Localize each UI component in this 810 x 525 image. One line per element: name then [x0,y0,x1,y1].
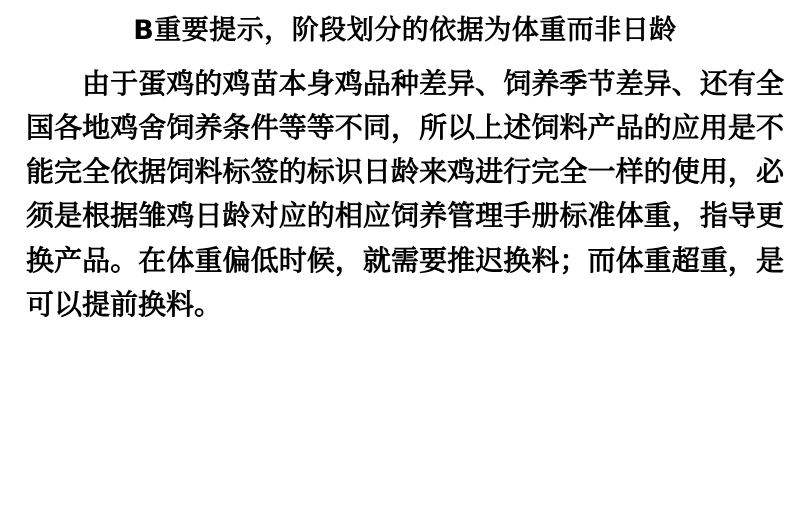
body-paragraph: 由于蛋鸡的鸡苗本身鸡品种差异、饲养季节差异、还有全国各地鸡舍饲养条件等等不同，所以上述饲料产品的应用是不能完全依据饲料标签的标识日龄来鸡进行完全一样的使用，必须是根据雏鸡日龄对应的相应饲养管理手册标准体重，指导更换产品。在体重偏低时候，就需要推迟换料；而体重超重，是可以提前换料。 [26,66,784,321]
page-title: B重要提示，阶段划分的依据为体重而非日龄 [133,15,677,46]
